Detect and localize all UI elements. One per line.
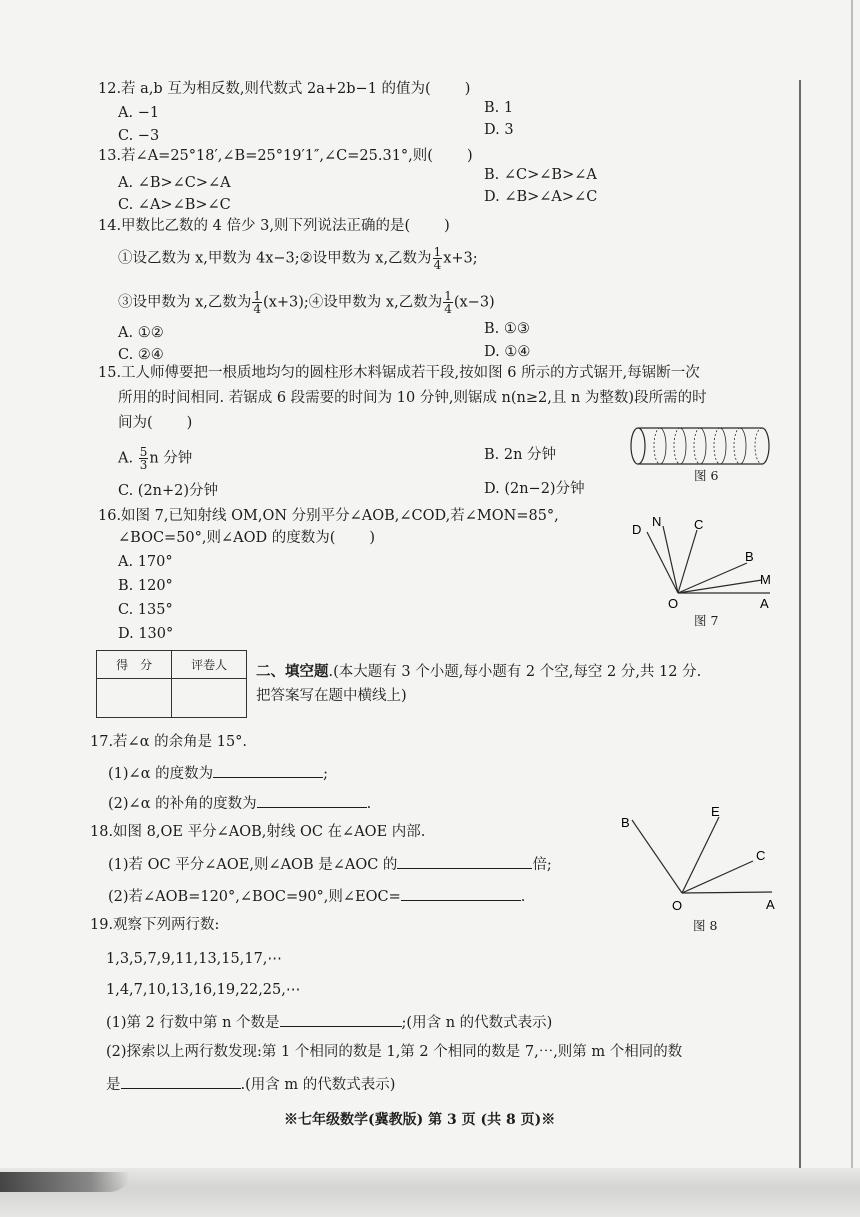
- q18-part1: (1)若 OC 平分∠AOE,则∠AOB 是∠AOC 的 倍;: [108, 854, 552, 874]
- q13-option-d: D. ∠B>∠A>∠C: [484, 189, 598, 205]
- q18-stem: 18.如图 8,OE 平分∠AOB,射线 OC 在∠AOE 内部.: [90, 824, 426, 840]
- page-edge-line: [851, 0, 853, 1217]
- label-o: O: [672, 898, 683, 913]
- figure-6-caption: 图 6: [694, 468, 719, 483]
- q12-option-c: C. −3: [118, 128, 160, 144]
- q12-stem: 12.若 a,b 互为相反数,则代数式 2a+2b−1 的值为( ): [98, 81, 471, 97]
- label-c: C: [756, 848, 766, 863]
- q14-option-c: C. ②④: [118, 347, 164, 363]
- label-e: E: [711, 804, 720, 819]
- q16-option-a: A. 170°: [118, 554, 173, 570]
- score-cell[interactable]: [97, 679, 172, 718]
- q16-line1: 16.如图 7,已知射线 OM,ON 分别平分∠AOB,∠COD,若∠MON=85°,: [98, 508, 559, 524]
- answer-blank[interactable]: [213, 763, 323, 778]
- q17-part1: (1)∠α 的度数为 ;: [108, 763, 328, 783]
- answer-blank[interactable]: [257, 793, 367, 808]
- q19-part2: (2)探索以上两行数发现:第 1 个相同的数是 1,第 2 个相同的数是 7,⋯,则第 m 个相同的数: [106, 1044, 683, 1060]
- q14-line2: ③设甲数为 x,乙数为 $\frac{1}{4}$ (x+3);④设甲数为 x,乙数为 $\frac{1}{4}$ (x−3): [118, 289, 495, 316]
- q17-part2: (2)∠α 的补角的度数为 .: [108, 793, 371, 813]
- fraction: $\frac{1}{4}$: [444, 289, 452, 316]
- q14-line1: ①设乙数为 x,甲数为 4x−3;②设甲数为 x,乙数为 $\frac{1}{4}$ x+3;: [118, 245, 478, 272]
- label-b: B: [621, 815, 630, 830]
- q12-option-d: D. 3: [484, 122, 514, 138]
- q19-row2: 1,4,7,10,13,16,19,22,25,⋯: [106, 982, 301, 998]
- figure-8-rays: [612, 800, 784, 914]
- q19-stem: 19.观察下列两行数:: [90, 917, 220, 933]
- q16-option-d: D. 130°: [118, 626, 174, 642]
- q16-option-b: B. 120°: [118, 578, 173, 594]
- score-header: 得 分: [97, 651, 172, 679]
- q12-option-a: A. −1: [118, 105, 160, 121]
- answer-blank[interactable]: [401, 886, 521, 901]
- grader-header: 评卷人: [172, 651, 247, 679]
- fraction: $\frac{5}{3}$: [139, 445, 148, 472]
- fraction: $\frac{1}{4}$: [433, 245, 442, 272]
- scan-bottom-edge: [0, 1172, 130, 1192]
- figure-7-rays: [626, 512, 786, 616]
- fraction: $\frac{1}{4}$: [253, 289, 262, 316]
- label-n: N: [652, 514, 662, 529]
- q16-option-c: C. 135°: [118, 602, 173, 618]
- q13-option-a: A. ∠B>∠C>∠A: [118, 175, 231, 191]
- page-fold-line: [799, 80, 801, 1180]
- q18-part2: (2)若∠AOB=120°,∠BOC=90°,则∠EOC= .: [108, 886, 525, 906]
- q19-part2-cont: 是 .(用含 m 的代数式表示): [106, 1074, 395, 1094]
- q13-option-c: C. ∠A>∠B>∠C: [118, 197, 231, 213]
- section2-heading: 二、填空题.(本大题有 3 个小题,每小题有 2 个空,每空 2 分,共 12 分.: [256, 663, 702, 680]
- label-m: M: [760, 572, 771, 587]
- q15-line2: 所用的时间相同. 若锯成 6 段需要的时间为 10 分钟,则锯成 n(n≥2,且 n 为整数)段所需的时: [118, 390, 707, 406]
- q15-option-c: C. (2n+2)分钟: [118, 483, 219, 499]
- label-a: A: [766, 897, 775, 912]
- page-footer: ※七年级数学(冀教版) 第 3 页 (共 8 页)※: [284, 1112, 556, 1128]
- q15-option-a: A. $\frac{5}{3}$ n 分钟: [118, 445, 193, 472]
- label-b: B: [745, 549, 754, 564]
- figure-7-caption: 图 7: [694, 613, 719, 628]
- q13-option-b: B. ∠C>∠B>∠A: [484, 167, 597, 183]
- q15-option-b: B. 2n 分钟: [484, 447, 557, 463]
- label-o: O: [668, 596, 679, 611]
- q12-option-b: B. 1: [484, 100, 514, 116]
- answer-blank[interactable]: [280, 1012, 402, 1027]
- section2-desc: 把答案写在题中横线上): [256, 688, 407, 704]
- q17-stem: 17.若∠α 的余角是 15°.: [90, 734, 248, 750]
- figure-6-cylinder: [628, 424, 774, 468]
- q14-option-b: B. ①③: [484, 321, 530, 337]
- label-d: D: [632, 522, 642, 537]
- score-box: [96, 650, 247, 718]
- q14-stem: 14.甲数比乙数的 4 倍少 3,则下列说法正确的是( ): [98, 218, 450, 234]
- answer-blank[interactable]: [397, 854, 532, 869]
- q15-line3: 间为( ): [118, 415, 193, 431]
- figure-8-caption: 图 8: [693, 918, 718, 933]
- q19-row1: 1,3,5,7,9,11,13,15,17,⋯: [106, 951, 282, 967]
- q16-line2: ∠BOC=50°,则∠AOD 的度数为( ): [118, 530, 376, 546]
- q13-stem: 13.若∠A=25°18′,∠B=25°19′1″,∠C=25.31°,则( ): [98, 148, 473, 164]
- grader-cell[interactable]: [172, 679, 247, 718]
- label-a: A: [760, 596, 769, 611]
- q19-part1: (1)第 2 行数中第 n 个数是 ;(用含 n 的代数式表示): [106, 1012, 552, 1032]
- q15-option-d: D. (2n−2)分钟: [484, 481, 585, 497]
- answer-blank[interactable]: [121, 1074, 241, 1089]
- q14-option-d: D. ①④: [484, 344, 531, 360]
- label-c: C: [694, 517, 704, 532]
- q15-line1: 15.工人师傅要把一根质地均匀的圆柱形木料锯成若干段,按如图 6 所示的方式锯开,每锯断一次: [98, 365, 700, 381]
- q14-option-a: A. ①②: [118, 325, 164, 341]
